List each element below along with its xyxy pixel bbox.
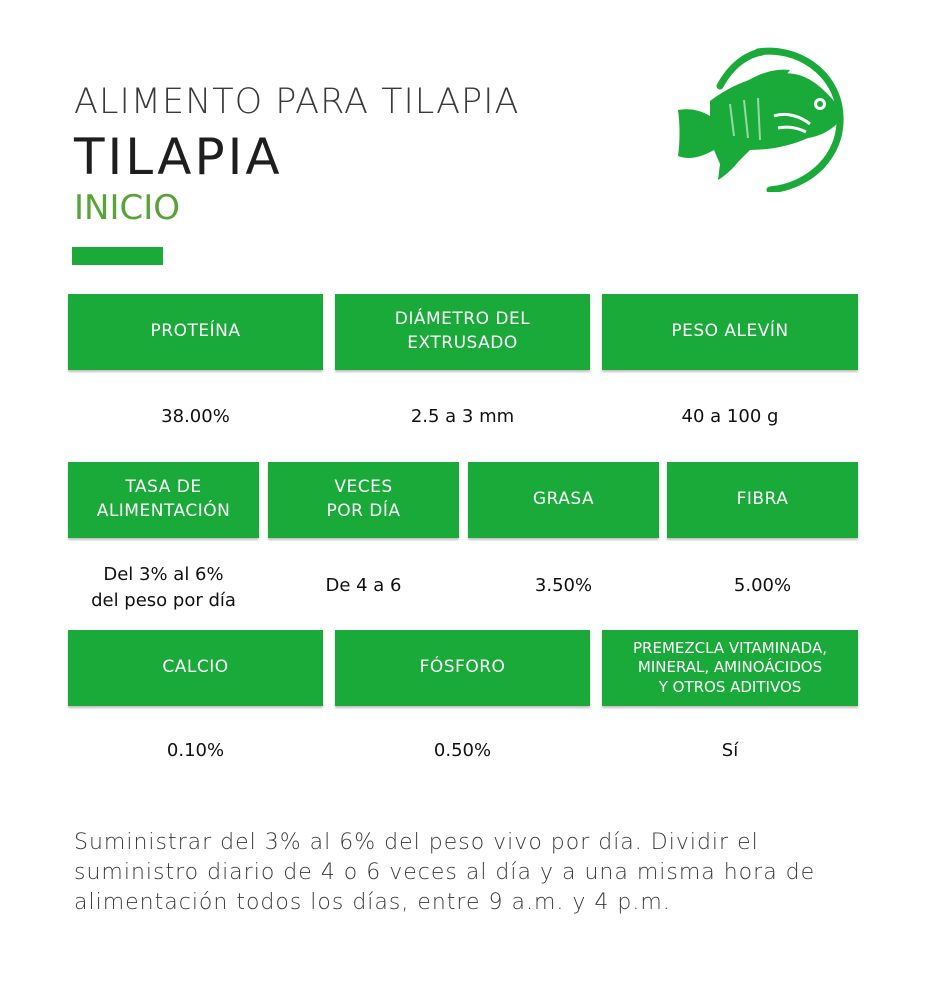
header-tasa-alimentacion: TASA DE ALIMENTACIÓN xyxy=(68,462,259,538)
header-veces-por-dia: VECES POR DÍA xyxy=(268,462,459,538)
product-stage: INICIO xyxy=(74,188,181,228)
value-proteina: 38.00% xyxy=(161,405,230,427)
header-premezcla: PREMEZCLA VITAMINADA, MINERAL, AMINOÁCIDOS Y OTROS ADITIVOS xyxy=(602,630,858,706)
header-peso-alevin: PESO ALEVÍN xyxy=(602,294,858,370)
product-title: TILAPIA xyxy=(74,128,283,186)
value-diametro: 2.5 a 3 mm xyxy=(410,405,515,427)
tilapia-fish-logo-icon xyxy=(670,46,850,192)
value-tasa-alimentacion: Del 3% al 6% del peso por día xyxy=(91,563,236,611)
value-calcio: 0.10% xyxy=(166,739,225,761)
value-grasa: 3.50% xyxy=(534,574,593,596)
accent-bar xyxy=(72,247,163,265)
header-grasa: GRASA xyxy=(468,462,659,538)
value-veces-por-dia: De 4 a 6 xyxy=(325,574,402,596)
header-fosforo: FÓSFORO xyxy=(335,630,590,706)
feeding-instructions: Suministrar del 3% al 6% del peso vivo por día. Dividir el suministro diario de 4 o 6 veces al día y a una misma hora de alimentación todos los días, entre 9 a.m. y 4 p.m. xyxy=(74,830,816,915)
product-category: ALIMENTO PARA TILAPIA xyxy=(74,82,520,122)
value-fibra: 5.00% xyxy=(733,574,792,596)
header-fibra: FIBRA xyxy=(667,462,858,538)
header-proteina: PROTEÍNA xyxy=(68,294,323,370)
value-peso-alevin: 40 a 100 g xyxy=(681,405,779,427)
header-diametro: DIÁMETRO DEL EXTRUSADO xyxy=(335,294,590,370)
value-premezcla: Sí xyxy=(721,739,739,761)
header-calcio: CALCIO xyxy=(68,630,323,706)
value-fosforo: 0.50% xyxy=(433,739,492,761)
